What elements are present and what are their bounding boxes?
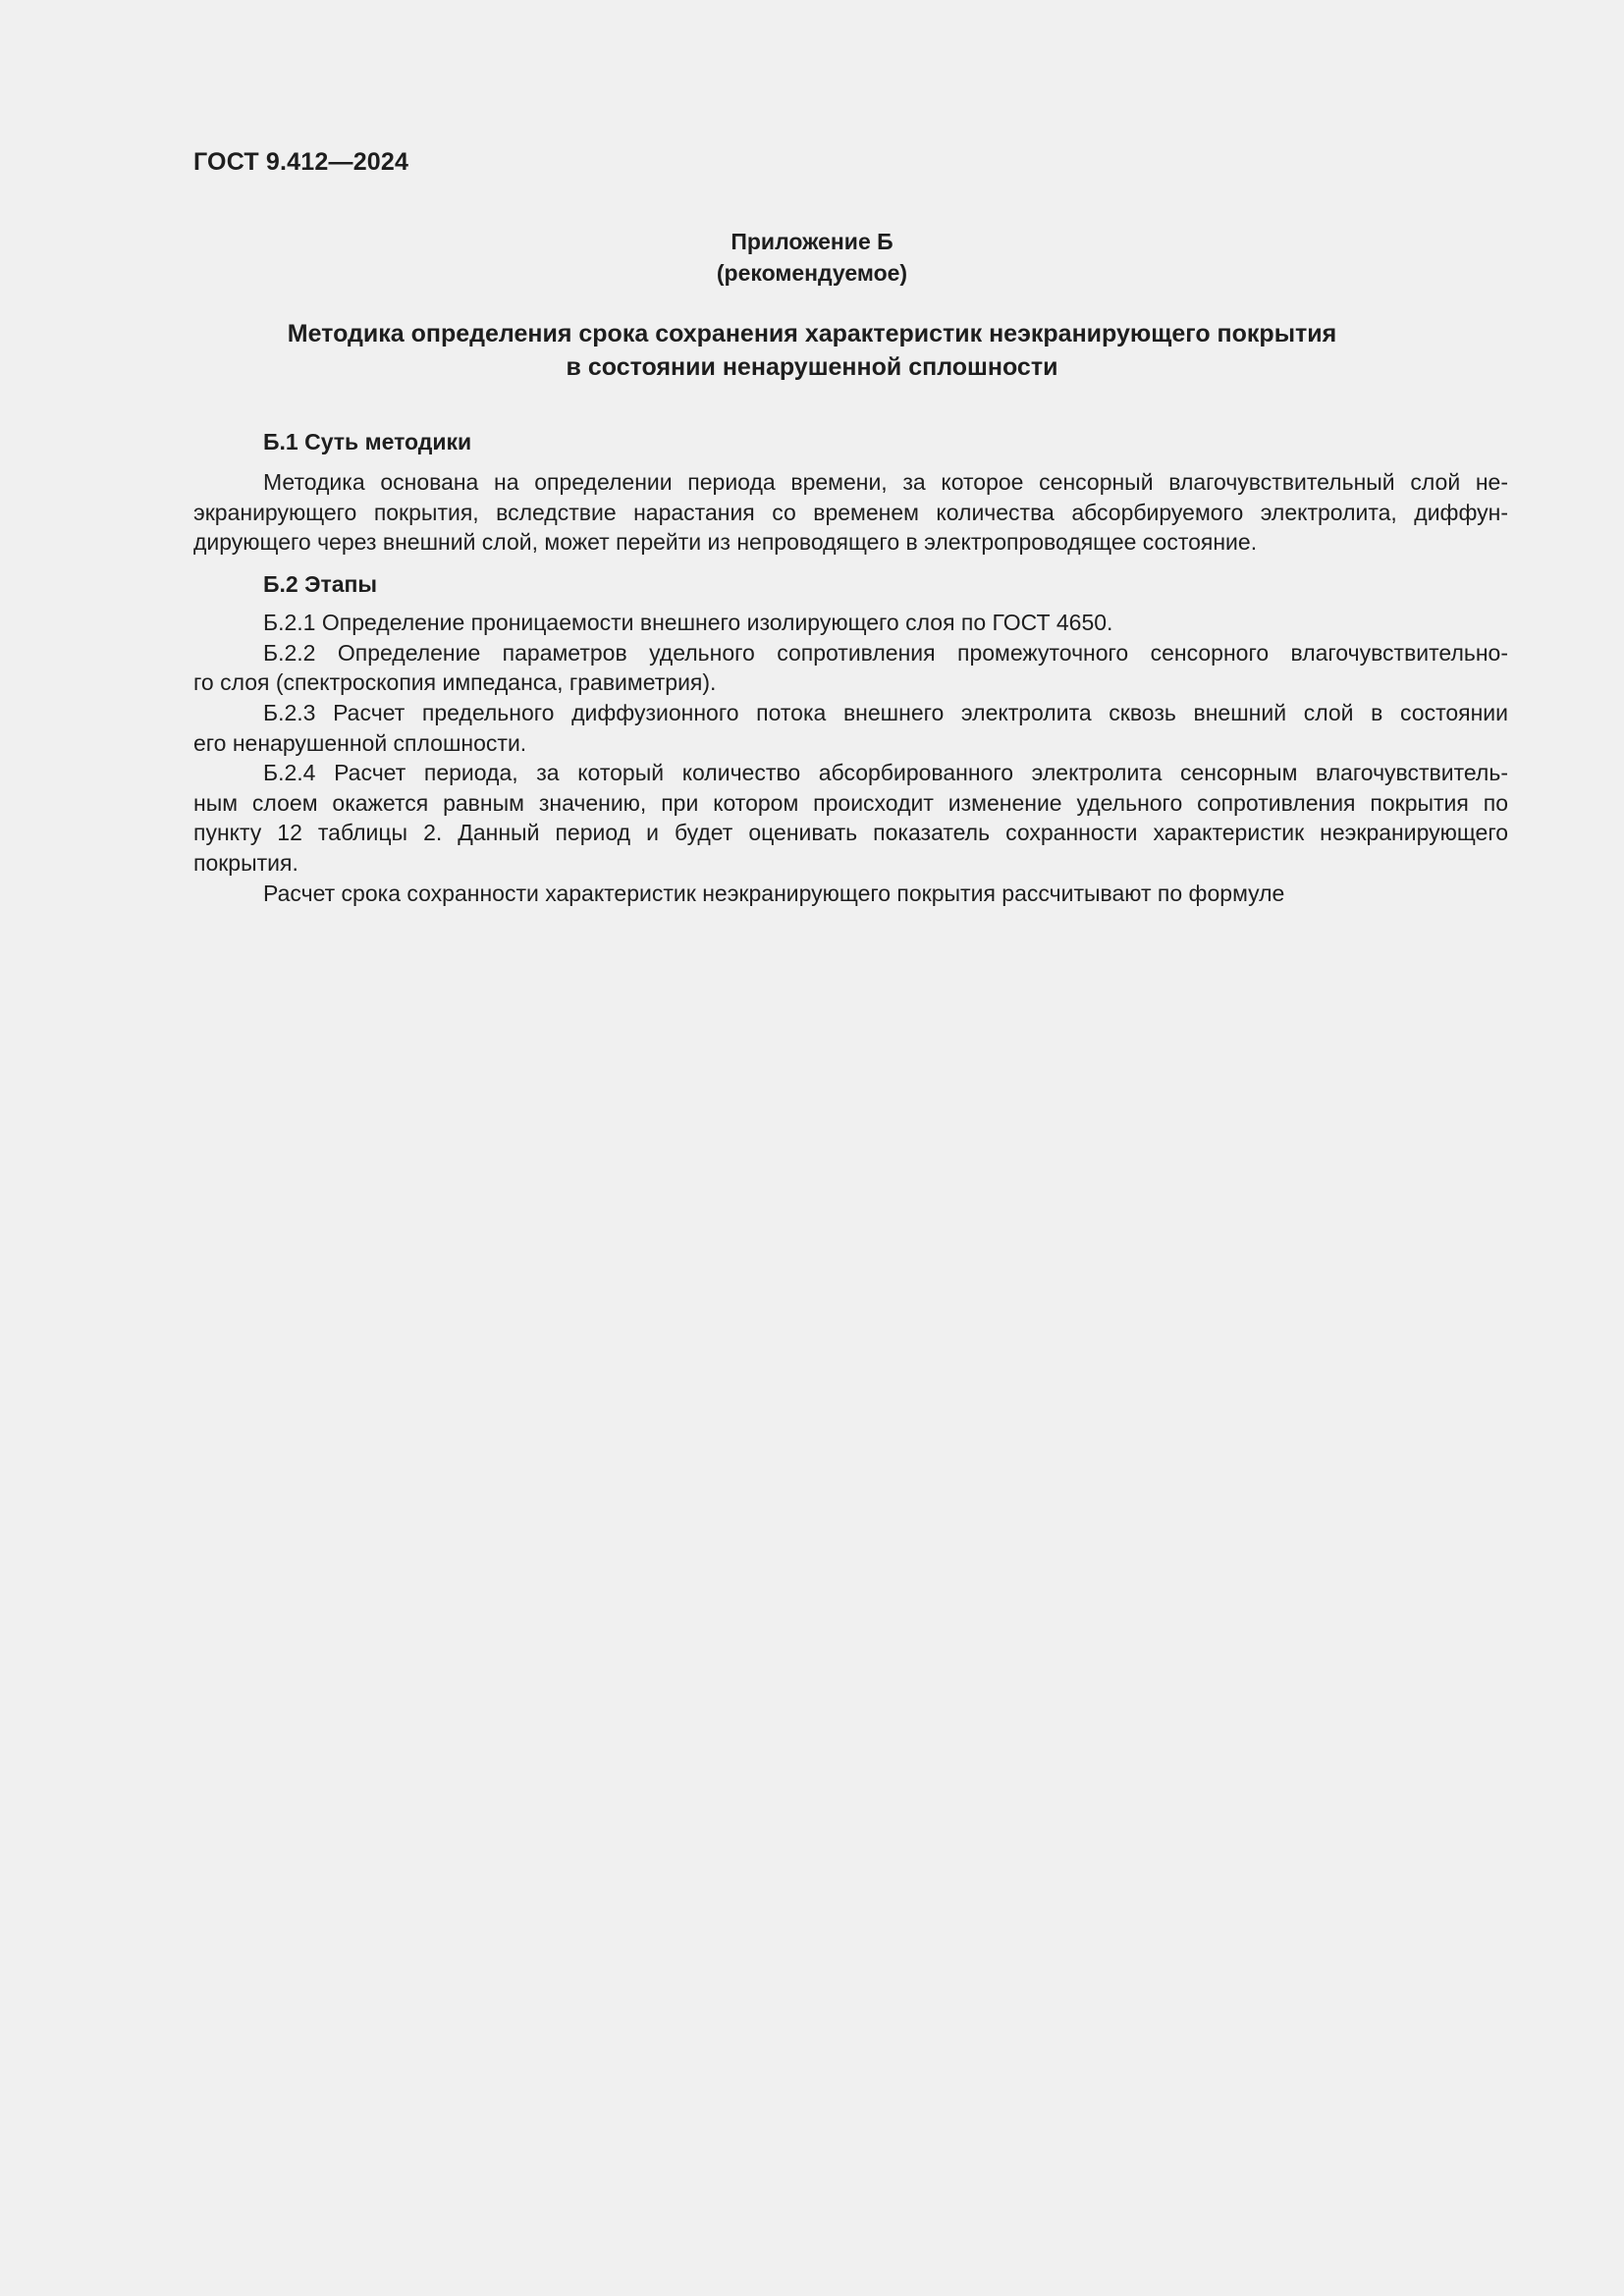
document-title-line1: Методика определения срока сохранения характеристик неэкранирующего покрытия — [287, 320, 1337, 347]
text-line: дирующего через внешний слой, может перейти из непроводящего в электропроводящее состояние. — [193, 529, 1258, 555]
text-line: го слоя (спектроскопия импеданса, гравиметрия). — [193, 669, 717, 695]
section-heading-b1: Б.1 Суть методики — [263, 429, 472, 454]
text-line: покрытия. — [193, 849, 298, 876]
appendix-status: (рекомендуемое) — [716, 260, 908, 286]
text-line: Расчет срока сохранности характеристик неэкранирующего покрытия рассчитывают по формуле — [263, 881, 1285, 906]
section-heading-b2: Б.2 Этапы — [263, 571, 378, 597]
text-line: Б.2.1 Определение проницаемости внешнего изолирующего слоя по ГОСТ 4650. — [263, 610, 1113, 635]
text-line: экранирующего покрытия, вследствие нарастания со временем количества абсорбируемого электролита, диффун- — [193, 499, 1508, 525]
paragraph-b24 — [193, 758, 1508, 878]
text-line: Б.2.2 Определение параметров удельного сопротивления промежуточного сенсорного влагочувствительно- — [263, 639, 1508, 666]
appendix-label: Приложение Б — [731, 229, 893, 254]
text-line: его ненарушенной сплошности. — [193, 729, 527, 756]
text-line: Б.2.4 Расчет периода, за который количество абсорбированного электролита сенсорным влагочувствитель- — [263, 760, 1508, 785]
document-title-line2: в состоянии ненарушенной сплошности — [566, 353, 1058, 381]
paragraph-b21-b22 — [193, 608, 1508, 698]
text-line: Б.2.3 Расчет предельного диффузионного потока внешнего электролита сквозь внешний слой в состоянии — [263, 700, 1508, 725]
text-line: Методика основана на определении периода времени, за которое сенсорный влагочувствительный слой не- — [263, 469, 1508, 495]
paragraph-b1 — [193, 467, 1508, 558]
text-line: пункту 12 таблицы 2. Данный период и будет оценивать показатель сохранности характеристик неэкранирующего — [193, 820, 1508, 845]
paragraph-formula-intro — [193, 879, 1508, 909]
text-line: ным слоем окажется равным значению, при котором происходит изменение удельного сопротивления покрытия по — [193, 789, 1508, 816]
paragraph-b23 — [193, 698, 1508, 758]
running-head: ГОСТ 9.412—2024 — [193, 148, 409, 176]
